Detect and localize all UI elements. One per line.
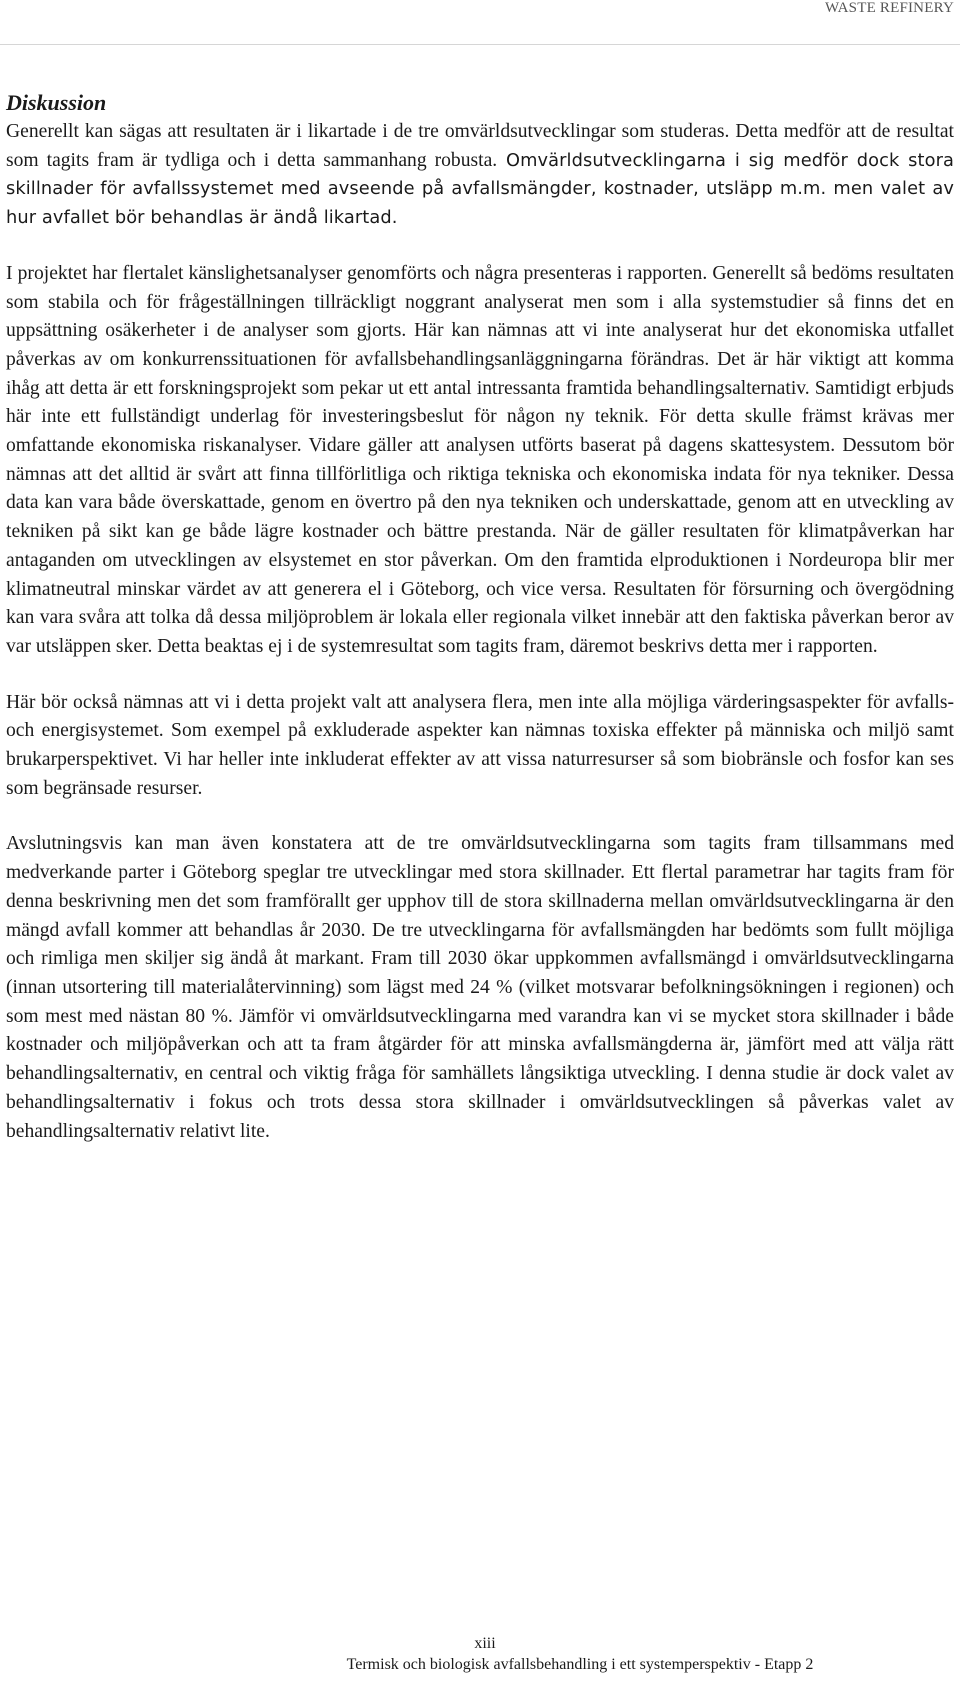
paragraph-1-lead: Generellt kan sägas att resultaten är i likartade i de tre omvärldsutvecklingar som studeras. Detta medför att de resultat som tagits fram är tydliga och i detta sammanhang robusta. [6, 121, 954, 171]
running-title: WASTE REFINERY [824, 0, 954, 16]
page-number: xiii [474, 1635, 496, 1652]
page-header [0, 0, 960, 45]
report-title: Termisk och biologisk avfallsbehandling i ett systemperspektiv - Etapp 2 [346, 1656, 814, 1673]
paragraph-1 [6, 118, 954, 233]
paragraph-3: Här bör också nämnas att vi i detta projekt valt att analysera flera, men inte alla möjliga värderingsaspekter för avfalls- och energisystemet. Som exempel på exkluderade aspekter kan nämnas toxiska effekter på människa och miljö samt brukarperspektivet. Vi har heller inte inkluderat effekter av att vissa naturresurser så som biobränsle och fosfor kan ses som begränsade resurser. [6, 691, 954, 799]
paragraph-4: Avslutningsvis kan man även konstatera att de tre omvärldsutvecklingarna som tagits fram tillsammans med medverkande parter i Göteborg speglar tre utvecklingar med stora skillnader. Ett flertal parametrar har tagits fram för denna beskrivning men det som framförallt ger upphov till de stora skillnaderna mellan omvärldsutvecklingarna är den mängd avfall kommer att behandlas år 2030. De tre utvecklingarna för avfallsmängden har bedömts som fullt möjliga och rimliga men skiljer sig ändå åt markant. Fram till 2030 ökar uppkommen avfallsmängd i omvärldsutvecklingarna (innan utsortering till materialåtervinning) som lägst med 24 % (vilket motsvarar befolkningsökningen i regionen) och som mest med nästan 80 %. Jämför vi omvärldsutvecklingarna med varandra kan vi se mycket stora skillnader i både kostnader och miljöpåverkan och att ta fram åtgärder för att minska avfallsmängderna är, jämfört med att välja rätt behandlingsalternativ, en central och viktig fråga för samhällets långsiktiga utveckling. I denna studie är dock valet av behandlingsalternativ i fokus och trots dessa stora skillnader i omvärldsutvecklingen så påverkas valet av behandlingsalternativ relativt lite. [6, 833, 954, 1142]
section-title: Diskussion [6, 90, 107, 115]
page-footer [0, 1634, 960, 1676]
paragraph-2: I projektet har flertalet känslighetsanalyser genomförts och några presenteras i rapporten. Generellt så bedöms resultaten som stabila och för frågeställningen tillräckligt noggrant analyserat men som i alla systemstudier så finns det en uppsättning osäkerheter i de analyser som gjorts. Här kan nämnas att vi inte analyserat hur det ekonomiska utfallet påverkas av om konkurrenssituationen för avfallsbehandlingsanläggningarna förändras. Det är här viktigt att komma ihåg att detta är ett forskningsprojekt som pekar ut ett antal intressanta framtida behandlingsalternativ. Samtidigt erbjuds här inte ett fullständigt underlag för investeringsbeslut för någon ny teknik. För detta skulle främst krävas mer omfattande ekonomiska riskanalyser. Vidare gäller att analysen utförts baserat på dagens skattesystem. Dessutom bör nämnas att det alltid är svårt att finna tillförlitliga och riktiga tekniska och ekonomiska indata för nya tekniker. Dessa data kan vara både överskattade, genom en övertro på den nya tekniken och underskattade, genom att en utveckling av tekniken på sikt kan ge både lägre kostnader och bättre prestanda. När de gäller resultaten för klimatpåverkan har antaganden om utvecklingen av elsystemet en stor påverkan. Om den framtida elproduktionen i Nordeuropa blir mer klimatneutral minskar värdet av att generera el i Göteborg, och vice versa. Resultaten för försurning och övergödning kan vara svåra att tolka då dessa miljöproblem är lokala eller regionala vilket innebär att den faktiska påverkan beror av var utsläppen sker. Detta beaktas ej i de systemresultat som tagits fram, däremot beskrivs detta mer i rapporten. [6, 262, 954, 657]
paragraph-1-rest: Omvärldsutvecklingarna i sig medför dock stora skillnader för avfallssystemet med avseende på avfallsmängder, kostnader, utsläpp m.m. men valet av hur avfallet bör behandlas är ändå likartad. [6, 149, 954, 229]
document-body [6, 88, 954, 1173]
